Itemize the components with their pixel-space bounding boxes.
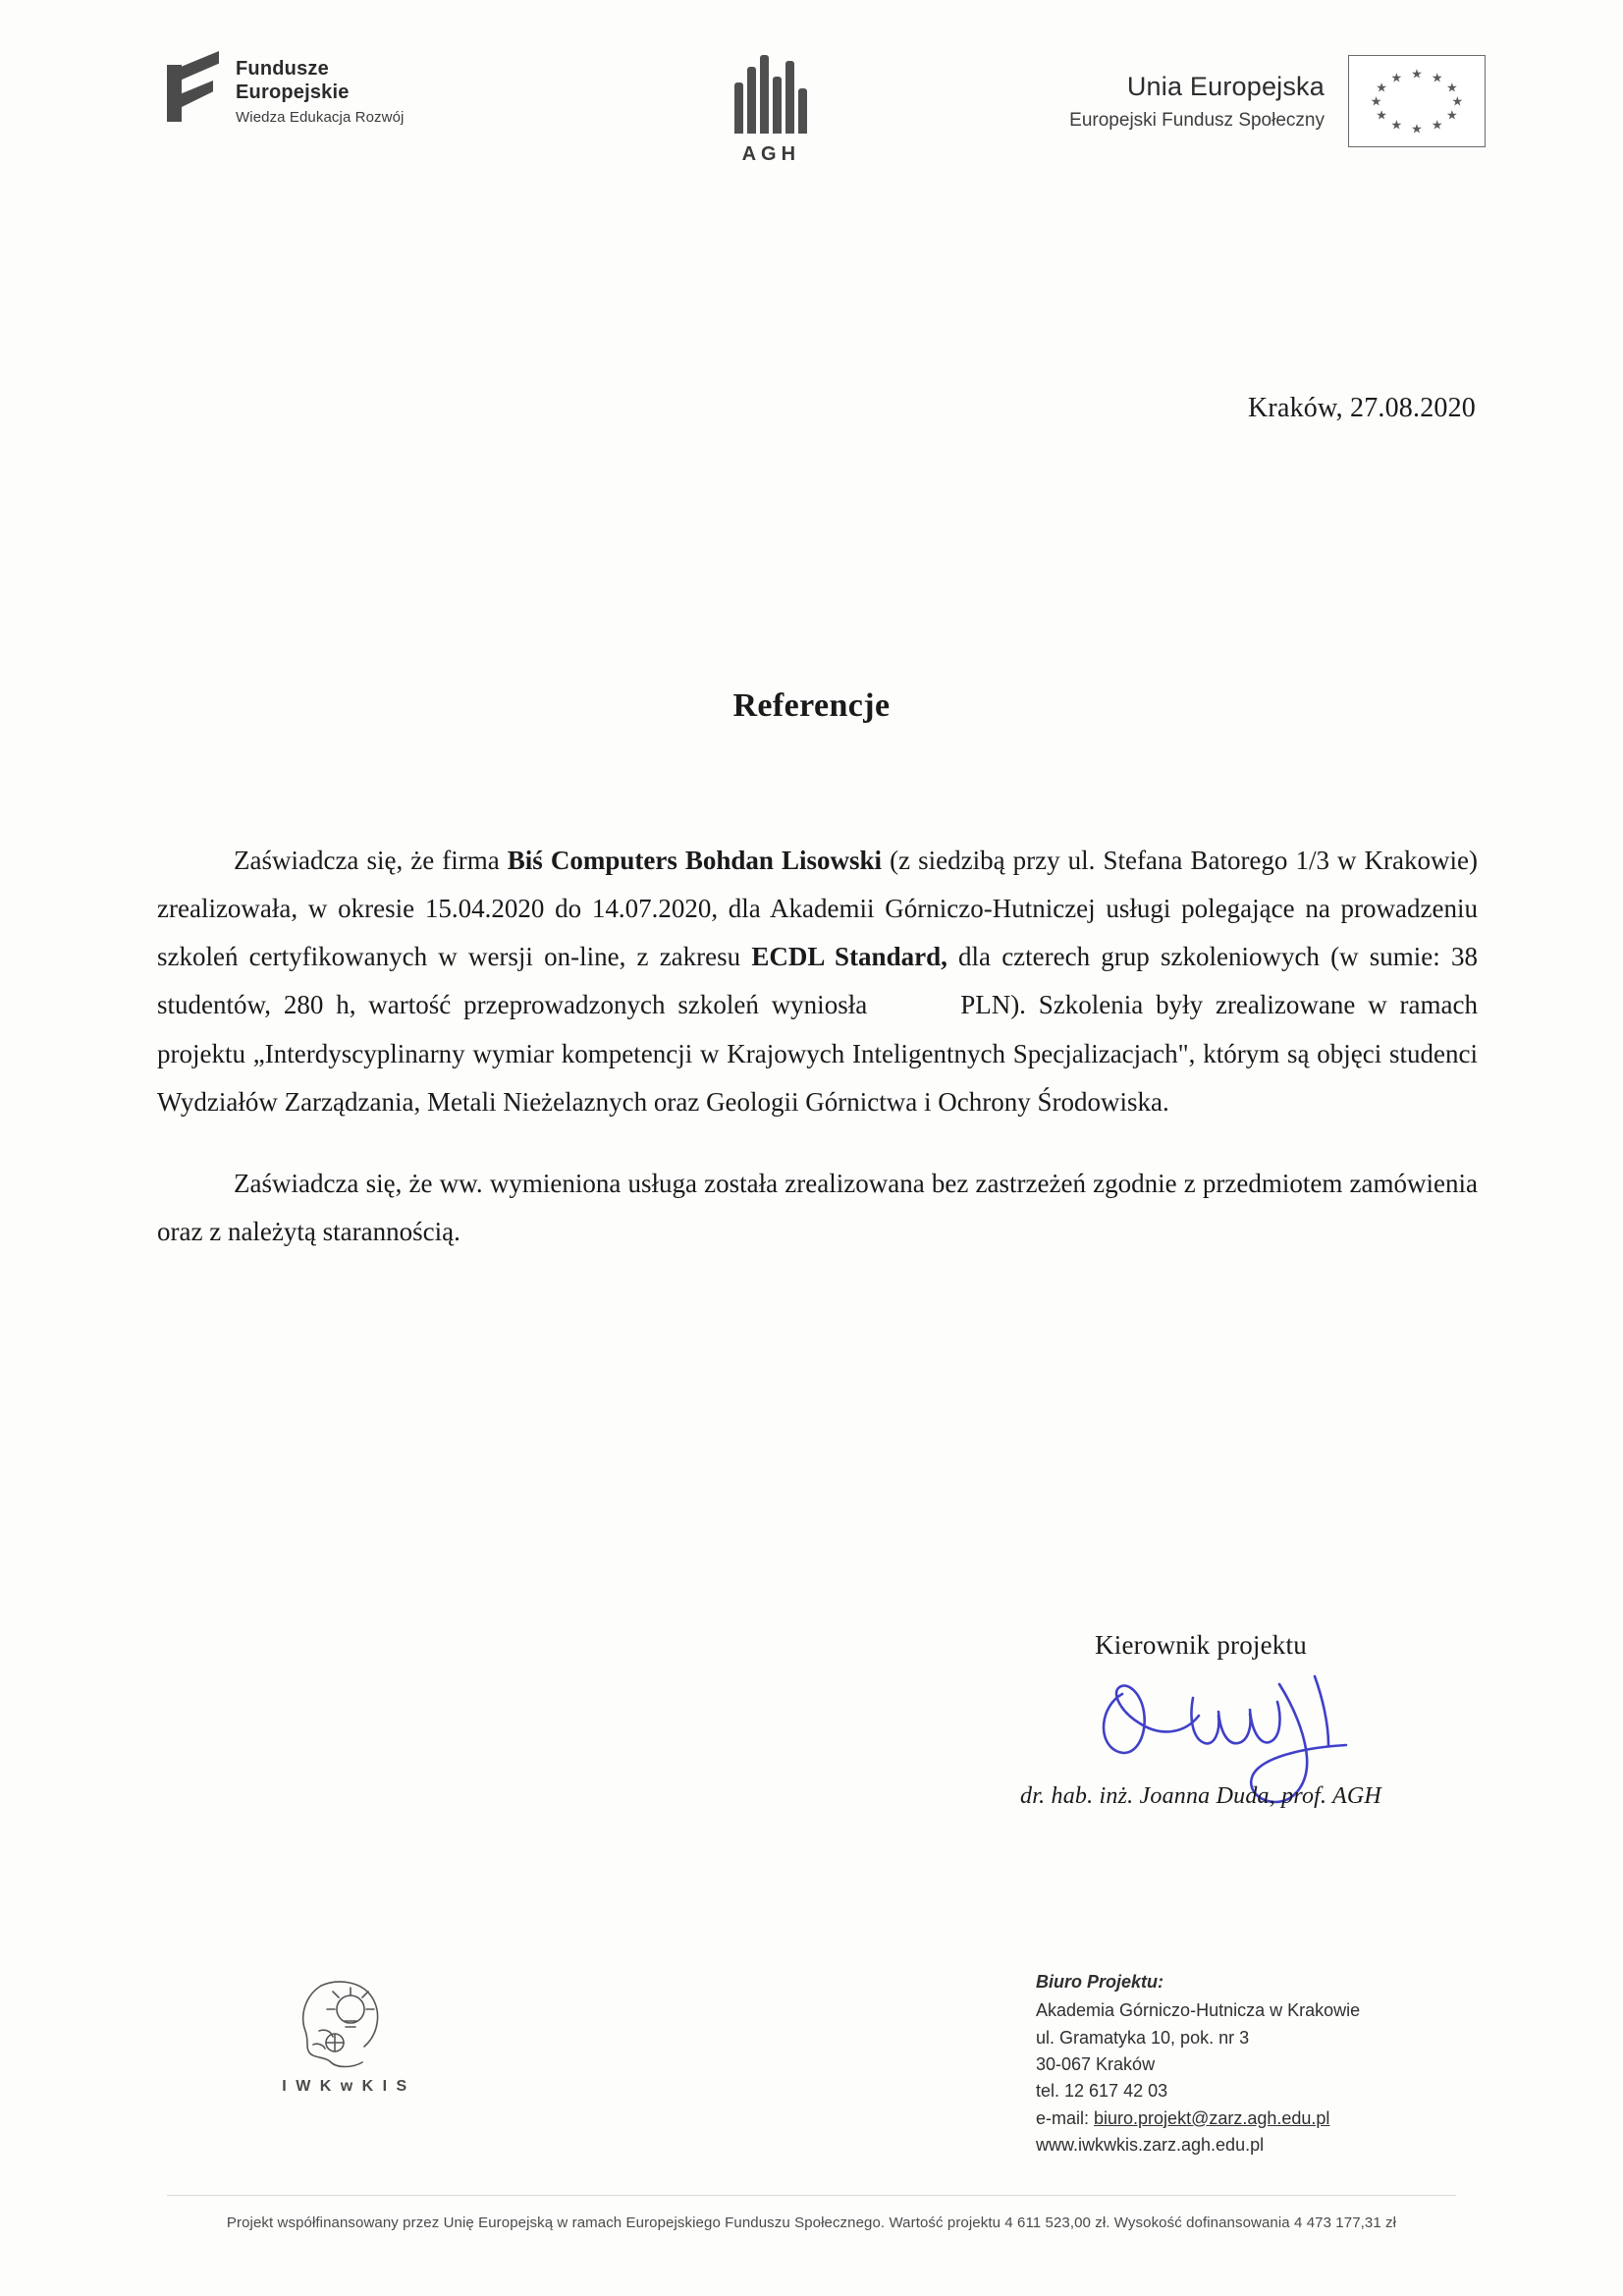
office-phone: tel. 12 617 42 03 [1036, 2081, 1168, 2102]
p1-bold-company: Biś Computers Bohdan Lisowski [507, 846, 883, 875]
paragraph-2: Zaświadcza się, że ww. wymieniona usługa została zrealizowana bez zastrzeżeń zgodnie z przedmiotem zamówienia oraz z należytą starannością. [157, 1168, 1478, 1246]
fundusze-europejskie-text [236, 51, 404, 127]
fe-line3: Wiedza Edukacja Rozwój [236, 108, 405, 126]
handwritten-signature-icon [926, 1661, 1476, 1783]
fe-line1: Fundusze [236, 58, 329, 80]
office-street: ul. Gramatyka 10, pok. nr 3 [1036, 2027, 1250, 2048]
head-with-lightbulb-icon [292, 1974, 400, 2072]
eu-star-icon: ★ [1376, 80, 1387, 95]
p1-part2: (z siedzibą przy ul. Stefana Batorego 1/3 w Krakowie) zrealizowała, w okresie 15.04.2020 do 14.07.2020, dla Akademii Górniczo-Hutniczej usługi polegające na prowadzeniu szkoleń certyfikowanych w wersji on-line, z zakresu [157, 846, 1479, 972]
eu-subtitle: Europejski Fundusz Społeczny [1069, 109, 1325, 131]
eu-star-icon: ★ [1411, 66, 1423, 82]
eu-title: Unia Europejska [1126, 71, 1325, 101]
iwkwkis-logo [267, 1974, 424, 2096]
eu-star-icon: ★ [1431, 117, 1443, 133]
eu-star-icon: ★ [1370, 93, 1382, 109]
office-city: 30-067 Kraków [1036, 2054, 1156, 2075]
document-date: Kraków, 27.08.2020 [1248, 393, 1476, 423]
office-email-label: e-mail: [1036, 2107, 1095, 2128]
p1-bold-course: ECDL Standard, [751, 942, 947, 972]
eu-star-icon: ★ [1451, 93, 1464, 109]
eu-star-icon: ★ [1390, 117, 1403, 133]
document-body [157, 837, 1478, 1289]
office-email-line [1036, 2105, 1360, 2132]
office-institution: Akademia Górniczo-Hutnicza w Krakowie [1036, 2000, 1361, 2021]
eu-text [1069, 70, 1325, 134]
eu-star-icon: ★ [1446, 107, 1458, 123]
document-header [167, 51, 1486, 179]
agh-bars-icon [734, 53, 807, 134]
agh-wordmark: AGH [741, 143, 801, 165]
footer-divider [167, 2195, 1456, 2196]
fe-line2: Europejskie [236, 82, 350, 104]
office-website: www.iwkwkis.zarz.agh.edu.pl [1036, 2135, 1265, 2156]
eu-star-icon: ★ [1446, 80, 1458, 95]
fundusze-europejskie-mark-icon [167, 51, 220, 124]
eu-star-icon: ★ [1431, 70, 1443, 85]
footer-funding-note: Projekt współfinansowany przez Unię Europejską w ramach Europejskiego Funduszu Społecznego. Wartość projektu 4 611 523,00 zł. Wysokość dofinansowania 4 473 177,31 zł [226, 2214, 1397, 2231]
signature-name: dr. hab. inż. Joanna Duda, prof. AGH [1020, 1783, 1381, 1809]
project-office-block [1036, 1969, 1360, 2159]
p1-part1: Zaświadcza się, że firma [234, 846, 508, 875]
eu-star-icon: ★ [1376, 107, 1387, 123]
paragraph-1 [157, 837, 1478, 1126]
page-title: Referencje [732, 687, 891, 724]
signature-role: Kierownik projektu [1095, 1630, 1307, 1660]
iwkwkis-wordmark: I W K w K I S [282, 2078, 409, 2095]
signature-block [926, 1630, 1476, 1810]
european-union-logo [1069, 55, 1486, 147]
eu-star-icon: ★ [1390, 70, 1403, 85]
office-title: Biuro Projektu: [1036, 1972, 1164, 1992]
agh-logo [734, 53, 807, 166]
p1-part4: PLN). Szkolenia były zrealizowane w ramach projektu „Interdyscyplinarny wymiar kompetencji w Krajowych Inteligentnych Specjalizacjach", którym są objęci studenci Wydziałów Zarządzania, Metali Nieżelaznych oraz Geologii Górnictwa i Ochrony Środowiska. [157, 990, 1479, 1117]
eu-star-icon: ★ [1411, 121, 1423, 137]
p1-part3: dla czterech grup szkoleniowych (w sumie: 38 studentów, 280 h, wartość przeprowadzonych szkoleń wyniosła [157, 942, 1478, 1020]
fundusze-europejskie-logo [167, 51, 404, 127]
office-email-link[interactable]: biuro.projekt@zarz.agh.edu.pl [1094, 2107, 1330, 2128]
eu-flag-icon [1348, 55, 1486, 147]
